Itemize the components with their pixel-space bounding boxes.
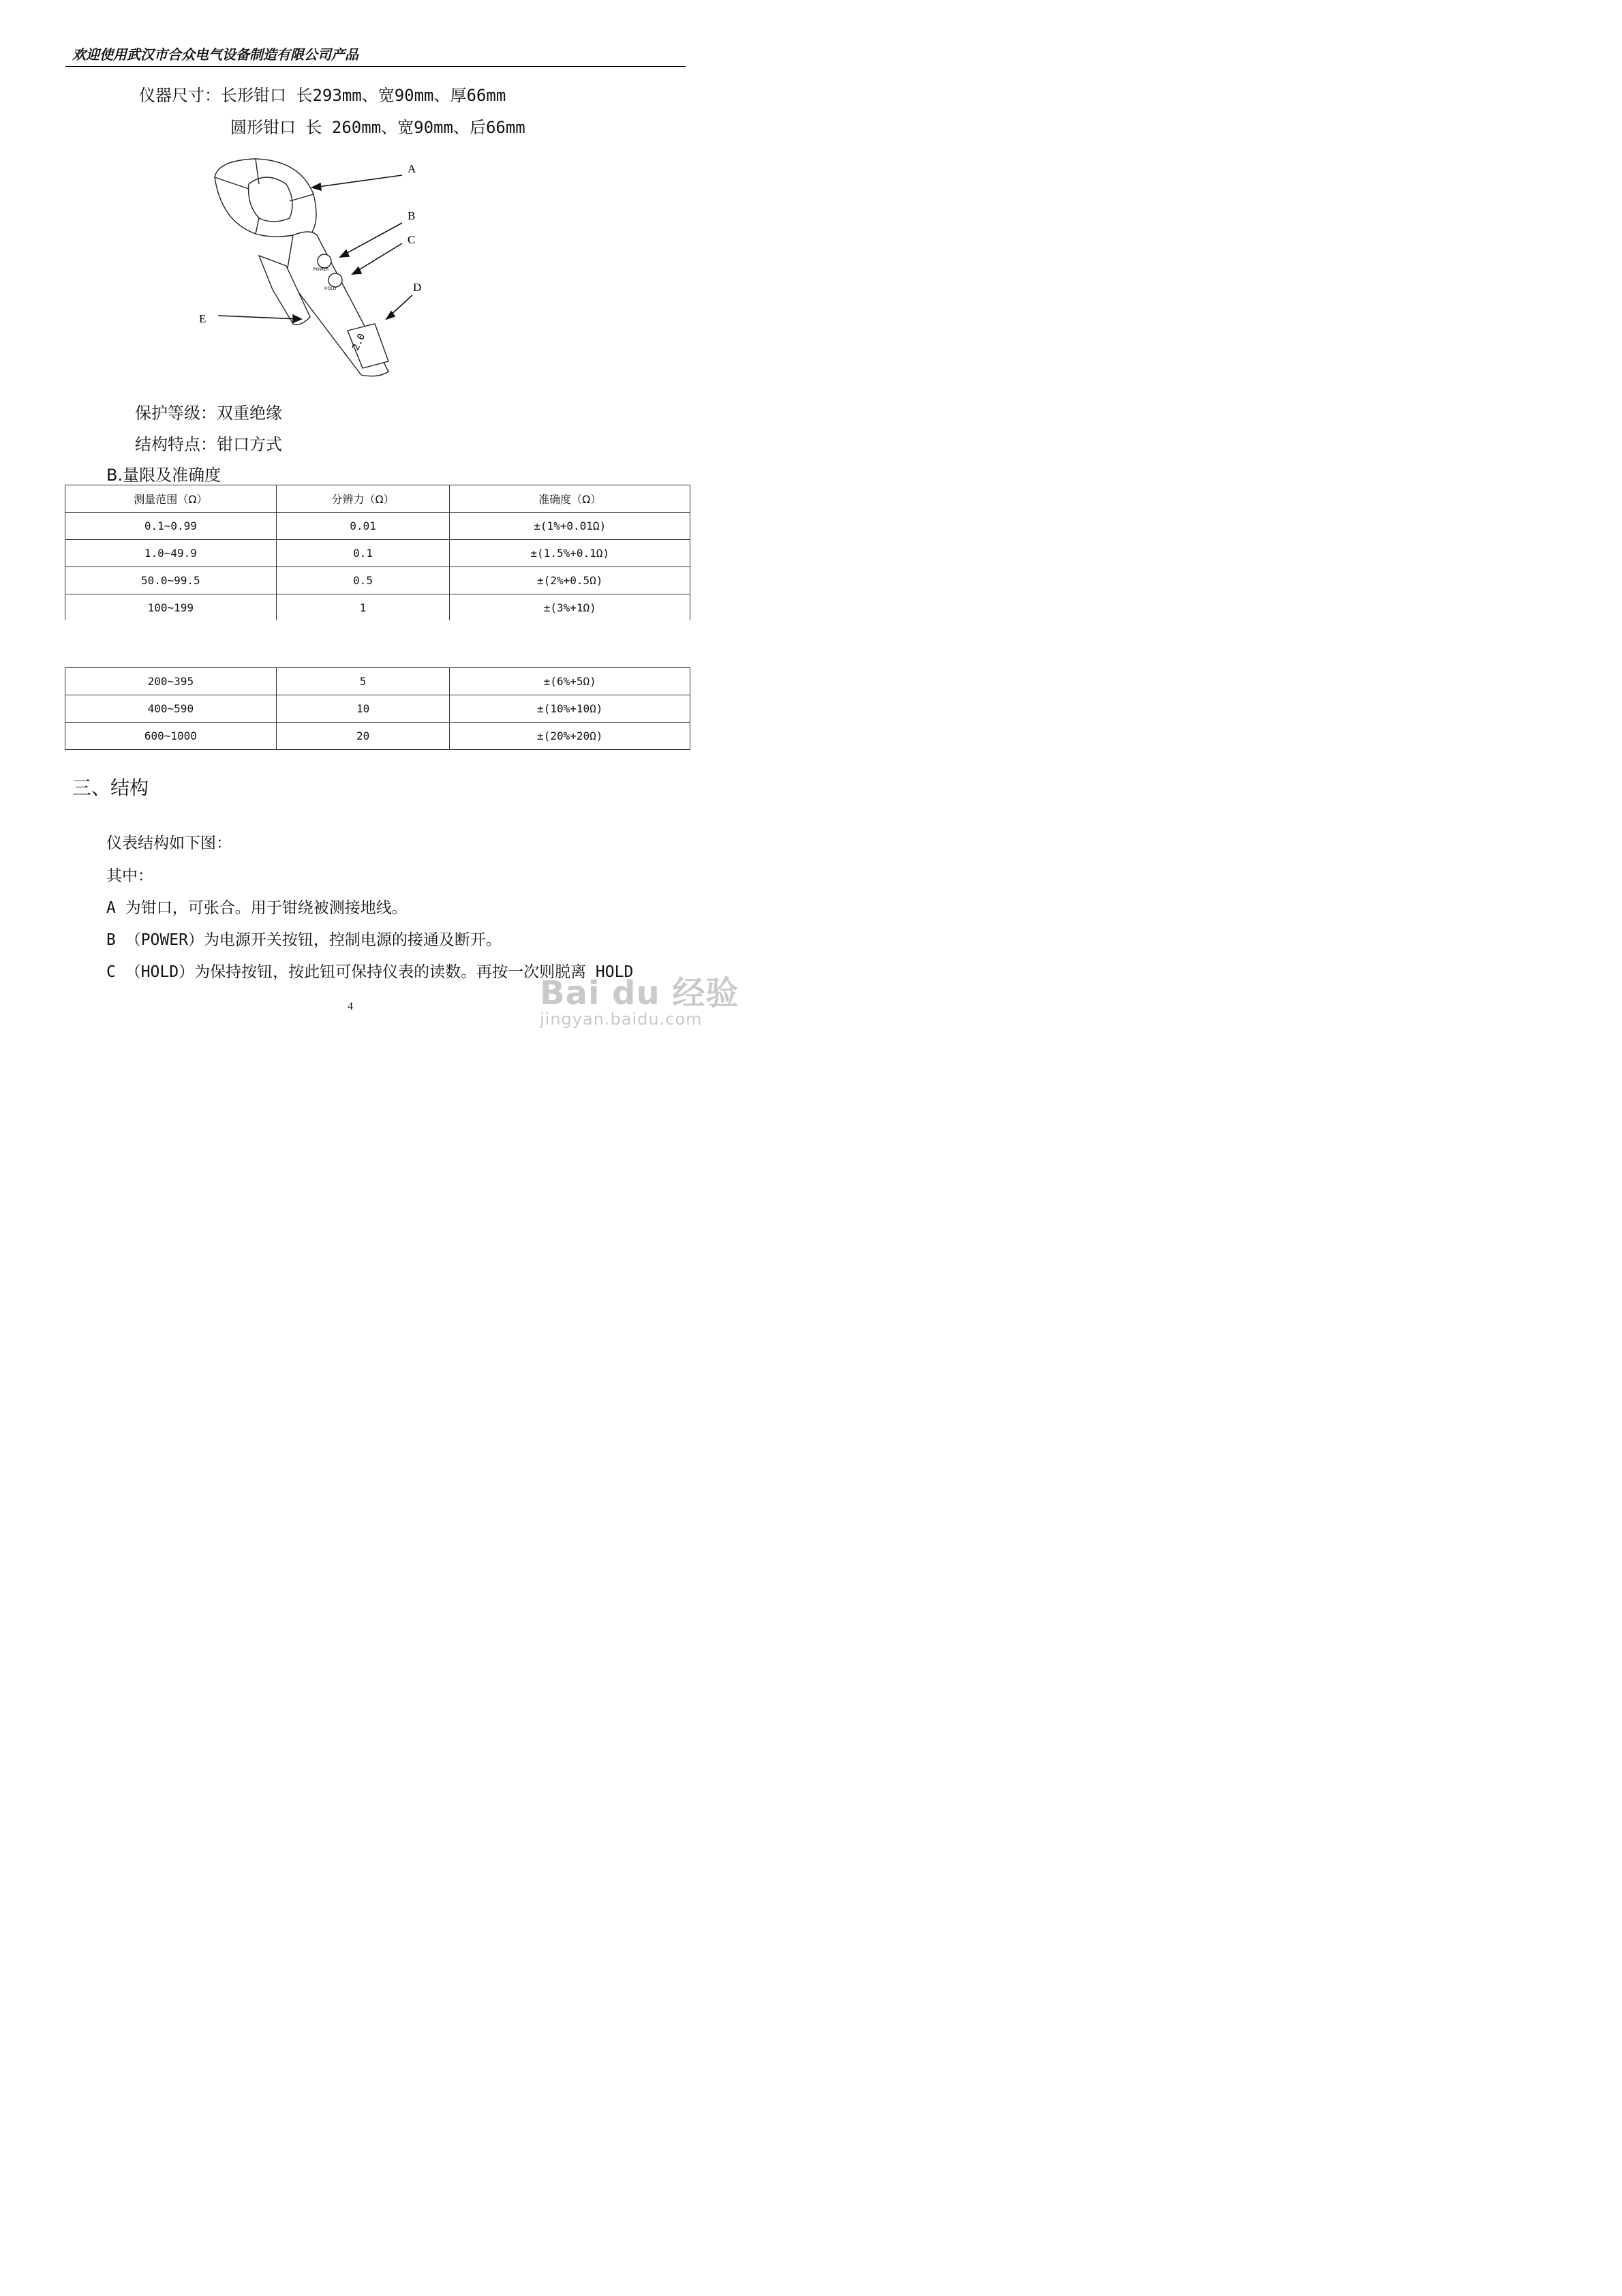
label-b: B: [408, 209, 416, 222]
table-row: [65, 540, 690, 567]
structure-feature: 结构特点：钳口方式: [135, 435, 282, 454]
table-row: [65, 513, 690, 540]
header-accuracy: 准确度（Ω）: [450, 485, 690, 513]
cell-resolution: 10: [276, 695, 450, 723]
cell-accuracy: ±(6%+5Ω): [450, 668, 690, 695]
cell-range: 600~1000: [65, 723, 277, 750]
header-range: 测量范围（Ω）: [65, 485, 277, 513]
cell-accuracy: ±(3%+1Ω): [450, 594, 690, 621]
watermark-logo-text: Bai du 经验: [540, 974, 739, 1012]
cell-range: 200~395: [65, 668, 277, 695]
page-number: 4: [348, 1001, 353, 1012]
cell-resolution: 20: [276, 723, 450, 750]
label-d: D: [413, 281, 422, 294]
cell-accuracy: ±(1%+0.01Ω): [450, 513, 690, 540]
table-row: [65, 695, 690, 723]
document-header: 欢迎使用武汉市合众电气设备制造有限公司产品: [72, 46, 358, 63]
header-rule: [65, 66, 686, 67]
label-c: C: [408, 233, 416, 246]
baidu-watermark: [540, 967, 739, 1029]
display-reading: 2.0: [350, 332, 368, 352]
hold-button-label: HOLD: [324, 286, 337, 291]
cell-resolution: 0.1: [276, 540, 450, 567]
structure-intro: 仪表结构如下图：: [106, 834, 232, 852]
range-section-title: B.量限及准确度: [106, 466, 221, 485]
protection-level: 保护等级：双重绝缘: [135, 404, 282, 423]
cell-accuracy: ±(10%+10Ω): [450, 695, 690, 723]
structure-among: 其中：: [106, 867, 153, 885]
label-e: E: [199, 312, 206, 325]
structure-heading: 三、结构: [72, 776, 149, 799]
header-resolution: 分辨力（Ω）: [276, 485, 450, 513]
cell-range: 100~199: [65, 594, 277, 621]
cell-range: 50.0~99.5: [65, 567, 277, 594]
cell-resolution: 5: [276, 668, 450, 695]
label-a: A: [408, 162, 416, 175]
cell-accuracy: ±(2%+0.5Ω): [450, 567, 690, 594]
cell-resolution: 0.5: [276, 567, 450, 594]
clamp-meter-figure: [191, 153, 450, 385]
watermark-url: jingyan.baidu.com: [540, 1010, 703, 1029]
range-accuracy-table-continued: [65, 667, 690, 750]
power-button: [318, 254, 331, 268]
cell-resolution: 1: [276, 594, 450, 621]
size-line-long: 仪器尺寸：长形钳口 长293mm、宽90mm、厚66mm: [139, 86, 506, 105]
power-button-label: POWER: [313, 267, 329, 272]
hold-button: [328, 273, 342, 287]
cell-range: 400~590: [65, 695, 277, 723]
cell-accuracy: ±(20%+20Ω): [450, 723, 690, 750]
table-row: [65, 567, 690, 594]
cell-range: 1.0~49.9: [65, 540, 277, 567]
item-b-description: B （POWER）为电源开关按钮，控制电源的接通及断开。: [106, 931, 502, 949]
range-accuracy-table: [65, 485, 690, 620]
cell-accuracy: ±(1.5%+0.1Ω): [450, 540, 690, 567]
size-line-round: 圆形钳口 长 260mm、宽90mm、后66mm: [230, 118, 525, 137]
cell-range: 0.1~0.99: [65, 513, 277, 540]
table-row: [65, 668, 690, 695]
table-row: [65, 723, 690, 750]
item-c-description: C （HOLD）为保持按钮，按此钮可保持仪表的读数。再按一次则脱离 HOLD: [106, 963, 634, 981]
item-a-description: A 为钳口，可张合。用于钳绕被测接地线。: [106, 899, 408, 917]
table-row: [65, 594, 690, 621]
cell-resolution: 0.01: [276, 513, 450, 540]
table-header-row: [65, 485, 690, 513]
